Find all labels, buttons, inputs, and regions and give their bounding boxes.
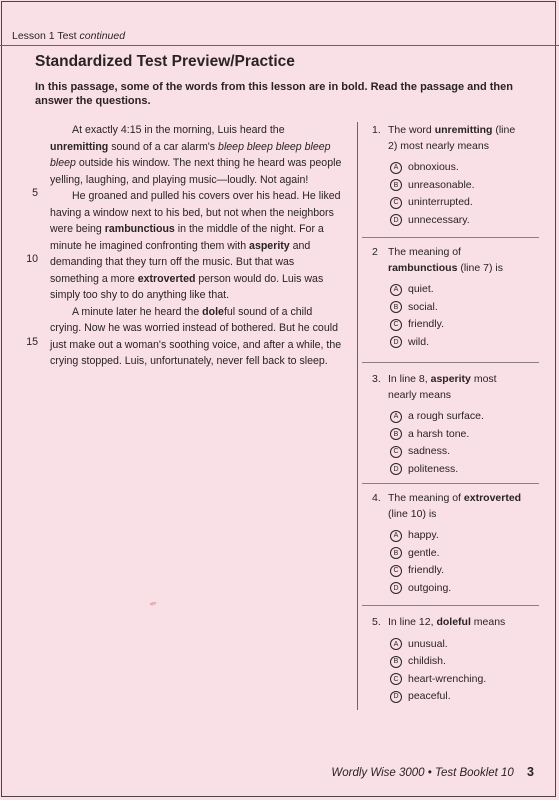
choice-letter-circle-icon[interactable]: B: [390, 656, 402, 668]
choice-letter-circle-icon[interactable]: B: [390, 428, 402, 440]
question-1: [372, 123, 522, 229]
choice-text: a harsh tone.: [408, 427, 470, 440]
answer-choice[interactable]: [390, 671, 522, 689]
question-3: [372, 372, 522, 478]
question-stem: [372, 245, 522, 276]
line-number-15: 15: [26, 336, 38, 348]
choice-letter-circle-icon[interactable]: B: [390, 301, 402, 313]
question-number: 2: [372, 246, 378, 258]
answer-choice[interactable]: [390, 426, 522, 444]
choice-letter-circle-icon[interactable]: D: [390, 691, 402, 703]
instructions: In this passage, some of the words from this lesson are in bold. Read the passage and then answer the questions.: [35, 81, 513, 107]
answer-choice[interactable]: [390, 408, 522, 426]
choice-text: friendly.: [408, 564, 444, 576]
question-stem: [372, 491, 522, 522]
passage-paragraph-2: He groaned and pulled his covers over his head. He liked having a window next to his bed, but not when the neighbors were being rambunctious in the middle of the night. For a minute he imagined confronting them with asperity and demanding that they turn off the music. But that was something a more extroverted person would do. Luis was simply too shy to do anything like that.: [50, 190, 341, 301]
choice-letter-circle-icon[interactable]: A: [390, 638, 402, 650]
question-text: The word unremitting (line 2) most nearly means: [388, 124, 516, 152]
question-number: 4.: [372, 492, 381, 504]
page-header: [12, 30, 125, 42]
page-number: 3: [527, 765, 534, 779]
question-text: In line 8, asperity most nearly means: [388, 373, 497, 401]
question-text: The meaning of extroverted (line 10) is: [388, 492, 522, 520]
footer-title: Wordly Wise 3000 • Test Booklet 10: [331, 767, 514, 779]
answer-choices: [390, 408, 522, 478]
answer-choice[interactable]: [390, 461, 522, 479]
answer-choices: [390, 636, 522, 706]
choice-letter-circle-icon[interactable]: A: [390, 162, 402, 174]
reading-passage: [50, 122, 345, 370]
passage-paragraph-1: At exactly 4:15 in the morning, Luis heard the unremitting sound of a car alarm's bleep bleep bleep bleep bleep outside his window. The next thing he heard was people yelling, laughing, and playing music—loudly. Not again!: [50, 124, 342, 186]
choice-letter-circle-icon[interactable]: A: [390, 284, 402, 296]
choice-text: obnoxious.: [408, 161, 459, 173]
section-title: Standardized Test Preview/Practice: [35, 53, 295, 70]
choice-text: unnecessary.: [408, 213, 470, 226]
choice-text: outgoing.: [408, 581, 452, 594]
question-text: In line 12, doleful means: [388, 616, 506, 628]
answer-choices: [390, 527, 522, 597]
header-lesson: Lesson 1 Test: [12, 30, 77, 42]
question-2: [372, 245, 522, 351]
choice-letter-circle-icon[interactable]: C: [390, 446, 402, 458]
answer-choices: [390, 159, 522, 229]
choice-text: gentle.: [408, 546, 440, 559]
choice-letter-circle-icon[interactable]: A: [390, 411, 402, 423]
choice-letter-circle-icon[interactable]: D: [390, 463, 402, 475]
choice-letter-circle-icon[interactable]: B: [390, 547, 402, 559]
answer-choice[interactable]: [390, 580, 522, 598]
answer-choice[interactable]: [390, 177, 522, 195]
choice-text: unusual.: [408, 637, 448, 650]
question-number: 5.: [372, 616, 381, 628]
question-number: 3.: [372, 373, 381, 385]
answer-choice[interactable]: [390, 212, 522, 230]
question-text: The meaning of rambunctious (line 7) is: [388, 246, 503, 274]
passage-paragraph-3: A minute later he heard the doleful sound of a child crying. Now he was worried instead of bothered. But he could just make out a woman's soothing voice, and after a while, the crying stopped. Luis, unfortunately, never fell back to sleep.: [50, 305, 342, 367]
line-number-10: 10: [26, 253, 38, 265]
choice-letter-circle-icon[interactable]: C: [390, 197, 402, 209]
answer-choice[interactable]: [390, 545, 522, 563]
question-stem: [372, 615, 522, 631]
choice-letter-circle-icon[interactable]: D: [390, 582, 402, 594]
choice-letter-circle-icon[interactable]: D: [390, 214, 402, 226]
choice-text: wild.: [408, 335, 430, 348]
header-divider: [0, 45, 559, 46]
question-stem: [372, 123, 522, 154]
choice-text: happy.: [408, 529, 439, 541]
question-5: [372, 615, 522, 706]
answer-choice[interactable]: [390, 636, 522, 654]
answer-choice[interactable]: [390, 527, 522, 545]
answer-choice[interactable]: [390, 194, 522, 212]
choice-letter-circle-icon[interactable]: A: [390, 530, 402, 542]
question-divider: [362, 605, 539, 606]
question-divider: [362, 362, 539, 363]
choice-text: politeness.: [408, 462, 459, 475]
choice-text: unreasonable.: [408, 178, 475, 191]
answer-choice[interactable]: [390, 562, 522, 580]
choice-text: heart-wrenching.: [408, 672, 487, 685]
choice-text: friendly.: [408, 318, 444, 330]
answer-choice[interactable]: [390, 159, 522, 177]
choice-text: peaceful.: [408, 690, 451, 702]
question-stem: [372, 372, 522, 403]
choice-letter-circle-icon[interactable]: C: [390, 565, 402, 577]
question-4: [372, 491, 522, 597]
choice-text: childish.: [408, 655, 446, 667]
choice-text: sadness.: [408, 445, 451, 457]
header-continued: continued: [79, 30, 126, 42]
choice-text: a rough surface.: [408, 410, 484, 422]
choice-letter-circle-icon[interactable]: C: [390, 673, 402, 685]
answer-choice[interactable]: [390, 653, 522, 671]
answer-choice[interactable]: [390, 334, 522, 352]
page-footer: [331, 765, 534, 779]
choice-text: quiet.: [408, 283, 434, 295]
question-number: 1.: [372, 124, 381, 136]
stamp-mark: ᵃᵖᵖ: [149, 601, 158, 609]
question-divider: [362, 483, 539, 484]
answer-choice[interactable]: [390, 281, 522, 299]
choice-letter-circle-icon[interactable]: D: [390, 336, 402, 348]
line-number-5: 5: [32, 187, 38, 199]
choice-text: uninterrupted.: [408, 196, 473, 208]
answer-choices: [390, 281, 522, 351]
choice-text: social.: [408, 300, 438, 313]
choice-letter-circle-icon[interactable]: C: [390, 319, 402, 331]
choice-letter-circle-icon[interactable]: B: [390, 179, 402, 191]
answer-choice[interactable]: [390, 316, 522, 334]
answer-choice[interactable]: [390, 299, 522, 317]
column-divider: [357, 122, 358, 710]
answer-choice[interactable]: [390, 688, 522, 706]
question-divider: [362, 237, 539, 238]
answer-choice[interactable]: [390, 443, 522, 461]
